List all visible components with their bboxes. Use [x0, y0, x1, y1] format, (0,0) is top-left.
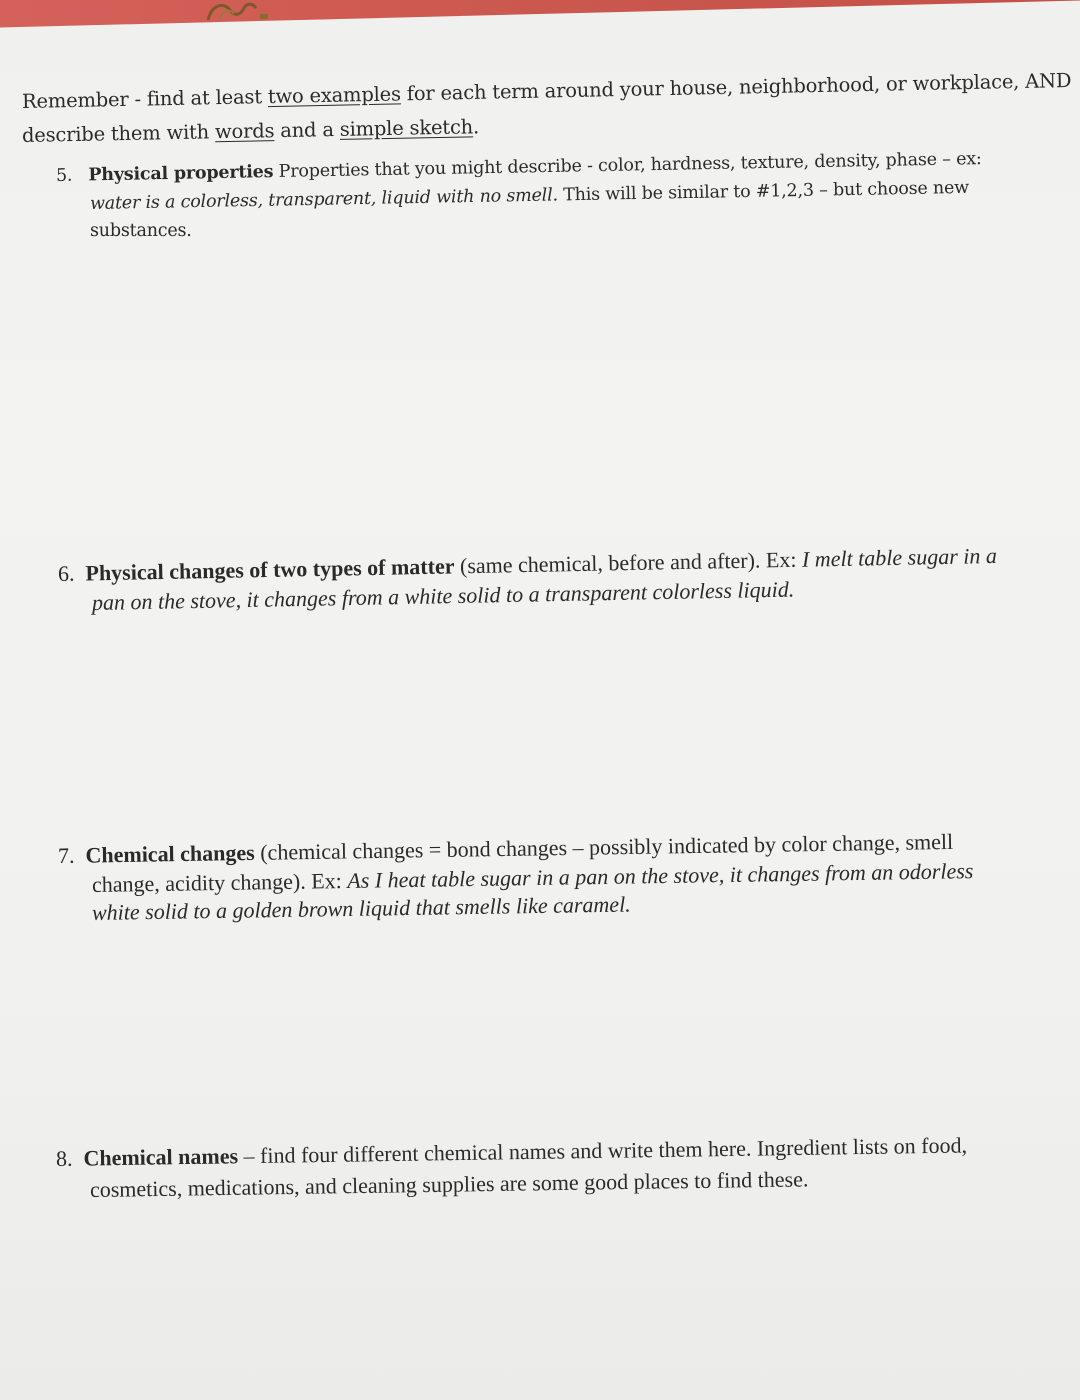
intro-text: describe them with [21, 120, 216, 147]
intro-underlined-text: simple sketch [339, 115, 474, 141]
intro-underlined-text: two examples [267, 82, 402, 109]
item-8-line-1 [56, 1132, 967, 1172]
item-number: 5. [55, 165, 73, 186]
item-example-text: As I heat table sugar in a pan on the stove, it changes from an odorless [347, 858, 974, 893]
item-example-text: water is a colorless, transparent, liquid with no smell. [89, 185, 559, 214]
item-text: This will be similar to #1,2,3 – but choose new [557, 177, 970, 206]
item-text: – find four different chemical names and write them here. Ingredient lists on food, [237, 1132, 968, 1169]
item-text: (same chemical, before and after). Ex: [454, 546, 803, 579]
item-number: 7. [57, 842, 75, 868]
item-text: cosmetics, medications, and cleaning supplies are some good places to find these. [89, 1166, 809, 1202]
item-example-text: pan on the stove, it changes from a white solid to a transparent colorless liquid. [91, 576, 795, 615]
intro-line-1 [22, 69, 1072, 113]
item-text: Properties that you might describe - color, hardness, texture, density, phase – ex: [273, 149, 982, 183]
item-number: 8. [55, 1145, 73, 1171]
item-number: 6. [57, 560, 75, 586]
intro-text: . [472, 115, 480, 139]
item-example-text: I melt table sugar in a [801, 542, 998, 572]
intro-underlined-text: words [214, 119, 275, 144]
intro-text: for each term around your house, neighborhood, or workplace, AND [400, 68, 1072, 106]
item-text: change, acidity change). Ex: [91, 867, 348, 897]
intro-text: and a [274, 117, 340, 143]
item-5-line-2 [90, 178, 969, 214]
item-title: Physical properties [88, 162, 274, 186]
item-title: Chemical changes [85, 839, 255, 868]
item-title: Chemical names [83, 1143, 239, 1171]
intro-text: Remember - find at least [21, 85, 269, 113]
intro-line-2 [22, 115, 479, 147]
item-6-line-1 [58, 543, 997, 587]
item-5-line-3 [90, 221, 192, 241]
item-text: substances. [90, 221, 192, 241]
item-example-text: white solid to a golden brown liquid that smells like caramel. [91, 891, 631, 925]
item-text: (chemical changes = bond changes – possibly indicated by color change, smell [254, 828, 954, 865]
item-8-line-2 [90, 1166, 809, 1203]
item-title: Physical changes of two types of matter [85, 553, 455, 586]
